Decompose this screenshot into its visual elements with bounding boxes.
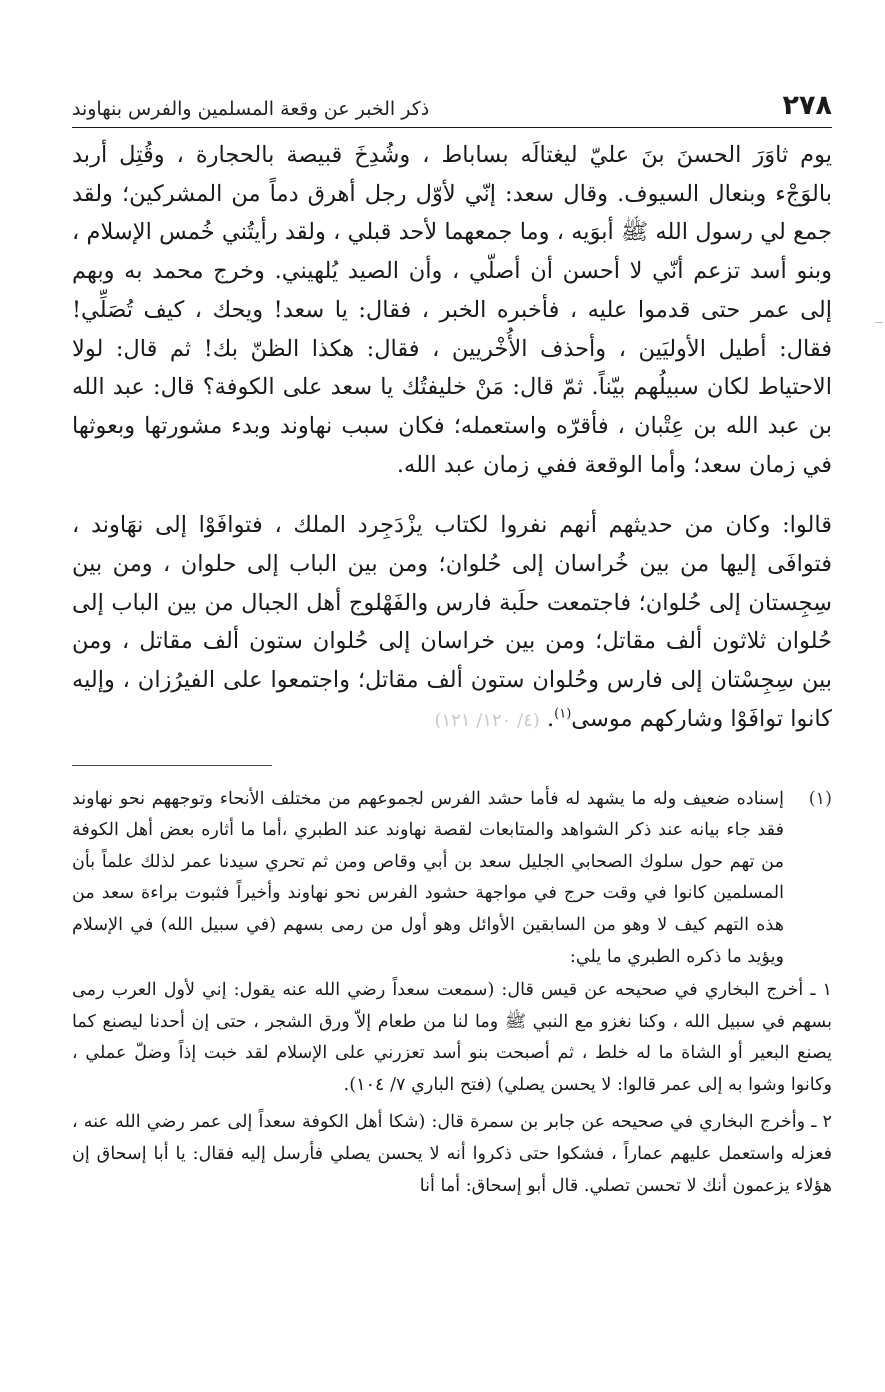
footnote-separator <box>72 765 272 766</box>
page-header <box>72 84 832 128</box>
sentence-end: . <box>546 705 555 732</box>
faded-citation: (٤/ ١٢٠/ ١٢١) <box>434 709 540 731</box>
footnote-1-item-1: ١ ـ أخرج البخاري في صحيحه عن قيس قال: (سمعت سعداً رضي الله عنه يقول: إني لأول العرب رمى بسهم في سبيل الله ، وكنا نغزو مع النبي ﷺ وما لنا من طعام إلاّ ورق الشجر ، حتى إن أحدنا ليصنع كما يصنع البعير أو الشاة ما له خلط ، ثم أصبحت بنو أسد تعزرني على الإسلام لقد خبت إذاً وضلّ عملي ، وكانوا وشوا به إلى عمر قالوا: لا يحسن يصلي) (فتح الباري ٧/ ١٠٤). <box>72 980 832 1095</box>
book-page <box>72 84 832 1202</box>
footnote-1-item-2: ٢ ـ وأخرج البخاري في صحيحه عن جابر بن سمرة قال: (شكا أهل الكوفة سعداً إلى عمر رضي الله عنه ، فعزله واستعمل عليهم عماراً ، فشكوا حتى ذكروا أنه لا يحسن يصلي فأرسل إليه فقال: يا أبا إسحاق إن هؤلاء يزعمون أنك لا تحسن تصلي. قال أبو إسحاق: أما أنا <box>72 1112 832 1196</box>
page-number: ٢٧٨ <box>782 90 832 121</box>
margin-tick <box>875 322 883 323</box>
footnote-separator-wrap <box>72 741 832 766</box>
footnote-1-text: إسناده ضعيف وله ما يشهد له فأما حشد الفرس لجموعهم من مختلف الأنحاء وتوجههم نحو نهاوند فقد جاء بيانه عند ذكر الشواهد والمتابعات لقصة نهاوند عند الطبري ،أما ما أثاره بعض أهل الكوفة من تهم حول سلوك الصحابي الجليل سعد بن أبي وقاص ومن ثم تحري سيدنا عمر لذلك علماً بأن المسلمين كانوا في وقت حرج في مواجهة حشود الفرس نحو نهاوند وأخيراً فثبوت براءة سعد من هذه التهم كيف لا وهو من السابقين الأوائل وهو أول من رمى بسهم (في سبيل الله) في الإسلام ويؤيد ما ذكره الطبري ما يلي: <box>72 788 784 967</box>
footnotes <box>72 784 832 1203</box>
footnote-1 <box>72 784 832 974</box>
running-title: ذكر الخبر عن وقعة المسلمين والفرس بنهاوند <box>72 98 430 120</box>
footnote-reference[interactable]: (١) <box>554 706 572 722</box>
paragraph-2-text: قالوا: وكان من حديثهم أنهم نفروا لكتاب يزْدَجِرد الملك ، فتوافَوْا إلى نهَاوند ، فتوافَى إليها من بين خُراسان إلى حُلوان؛ ومن بين الباب إلى حلوان ، ومن بين سِجِستان إلى حُلوان؛ فاجتمعت حلَبة فارس والفَهْلوج أهل الجبال من بين الباب إلى حُلوان ثلاثون ألف مقاتل؛ ومن بين خراسان إلى حُلوان ستون ألف مقاتل ، ومن بين سِجِسْتان إلى فارس وحُلوان ستون ألف مقاتل؛ واجتمعوا على الفيرُزان ، وإليه كانوا توافَوْا وشاركهم موسى <box>72 512 832 732</box>
paragraph-2 <box>72 506 832 740</box>
footnote-1-number: (١) <box>808 788 832 809</box>
main-text <box>72 136 832 741</box>
paragraph-1: يوم ثاوَرَ الحسنَ بنَ عليّ ليغتالَه بساباط ، وشُدِخَ قبيصة بالحجارة ، وقُتِل أربد بالوَجْء وبنعال السيوف. وقال سعد: إنّي لأوّل رجل أهرق دماً من المشركين؛ ولقد جمع لي رسول الله ﷺ أبوَيه ، وما جمعهما لأحد قبلي ، ولقد رأيتُني خُمس الإسلام ، وبنو أسد تزعم أنّي لا أحسن أن أصلّي ، وأن الصيد يُلهيني. وخرج محمد به وبهم إلى عمر حتى قدموا عليه ، فأخبره الخبر ، فقال: يا سعد! ويحك ، كيف تُصَلِّي! فقال: أطيل الأوليَين ، وأحذف الأُخْريين ، فقال: هكذا الظنّ بك! ثم قال: لولا الاحتياط لكان سبيلُهم بيّناً. ثمّ قال: مَنْ خليفتُك يا سعد على الكوفة؟ قال: عبد الله بن عبد الله بن عِتْبان ، فأقرّه واستعمله؛ فكان سبب نهاوند وبدء مشورتها وبعوثها في زمان سعد؛ وأما الوقعة ففي زمان عبد الله. <box>72 142 832 478</box>
